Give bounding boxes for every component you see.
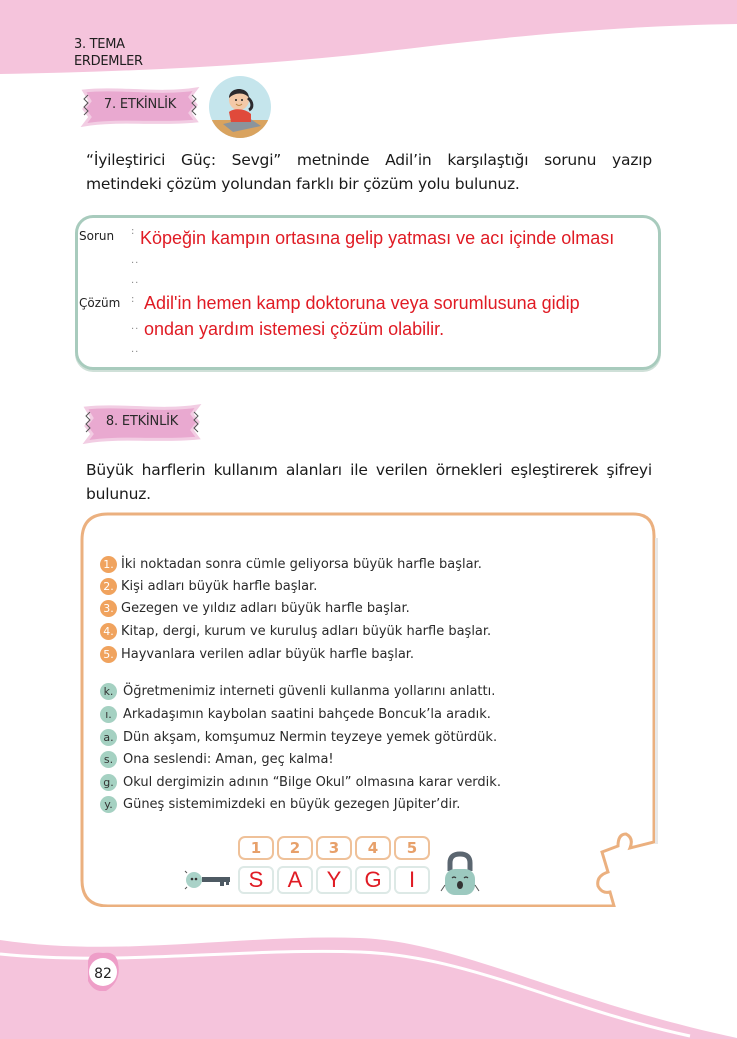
activity7-ribbon — [78, 85, 202, 123]
example-text: Okul dergimizin adının “Bilge Okul” olmasına karar verdik. — [123, 774, 501, 790]
example-item — [100, 748, 334, 770]
theme-heading — [74, 36, 143, 70]
rule-text: Gezegen ve yıldız adları büyük harfle başlar. — [121, 600, 410, 616]
solution-line-dots-3: .. — [131, 344, 140, 355]
rule-item — [100, 575, 317, 597]
example-text: Öğretmenimiz interneti güvenli kullanma yollarını anlattı. — [123, 683, 496, 699]
example-item — [100, 703, 491, 725]
solution-answer-line2[interactable]: ondan yardım istemesi çözüm olabilir. — [144, 319, 445, 339]
solution-label: Çözüm — [79, 296, 121, 310]
activity8-title: 8. ETKİNLİK — [105, 413, 179, 429]
theme-name: ERDEMLER — [74, 54, 143, 69]
activity7-instruction: “İyileştirici Güç: Sevgi” metninde Adil’in karşılaştığı sorunu yazıp metindeki çözüm yolundan farklı bir çözüm yolu bulunuz. — [86, 151, 652, 193]
rule-number-badge: 4. — [100, 623, 117, 640]
example-item — [100, 726, 497, 748]
rule-number-badge: 1. — [100, 556, 117, 573]
example-letter-badge: a. — [100, 729, 117, 746]
solution-answer-line1[interactable]: Adil'in hemen kamp doktoruna veya sorumlusuna gidip — [144, 293, 580, 313]
rule-number-badge: 3. — [100, 600, 117, 617]
rule-number-badge: 5. — [100, 646, 117, 663]
cipher-answer-cell[interactable]: S — [238, 866, 274, 894]
rule-text: Kişi adları büyük harfle başlar. — [121, 578, 318, 594]
example-text: Arkadaşımın kaybolan saatini bahçede Boncuk’la aradık. — [123, 706, 491, 722]
cipher-number-cell: 2 — [277, 836, 313, 860]
rule-item — [100, 620, 491, 642]
example-item — [100, 771, 501, 793]
example-letter-badge: s. — [100, 751, 117, 768]
cipher-number-row — [238, 836, 430, 860]
example-text: Dün akşam, komşumuz Nermin teyzeye yemek götürdük. — [123, 729, 498, 745]
padlock-icon — [440, 851, 480, 899]
example-item — [100, 793, 460, 815]
rule-item — [100, 643, 414, 665]
page-number: 82 — [94, 966, 112, 982]
activity8-ribbon — [80, 402, 204, 440]
cipher-answer-row — [238, 866, 430, 894]
solution-line-dots: : — [131, 294, 136, 305]
cipher-answer-cell[interactable]: A — [277, 866, 313, 894]
solution-line-dots-2: .. — [131, 321, 140, 332]
key-icon — [184, 868, 232, 892]
cipher-number-cell: 3 — [316, 836, 352, 860]
theme-number: 3. TEMA — [74, 37, 125, 52]
example-item — [100, 680, 495, 702]
girl-writing-illustration — [209, 76, 271, 138]
rule-item — [100, 597, 410, 619]
problem-label: Sorun — [79, 229, 115, 243]
problem-line-dots-3: .. — [131, 275, 140, 286]
cipher-answer-cell[interactable]: G — [355, 866, 391, 894]
example-letter-badge: ı. — [100, 706, 117, 723]
activity8-instruction: Büyük harflerin kullanım alanları ile verilen örnekleri eşleştirerek şifreyi bulunuz. — [86, 461, 652, 503]
example-letter-badge: y. — [100, 796, 117, 813]
problem-line-dots: : — [131, 226, 136, 237]
rule-item — [100, 553, 482, 575]
example-text: Ona seslendi: Aman, geç kalma! — [123, 751, 334, 767]
rule-number-badge: 2. — [100, 578, 117, 595]
rule-text: Hayvanlara verilen adlar büyük harfle başlar. — [121, 646, 415, 662]
cipher-number-cell: 5 — [394, 836, 430, 860]
example-text: Güneş sistemimizdeki en büyük gezegen Jüpiter’dir. — [123, 796, 461, 812]
problem-line-dots-2: .. — [131, 255, 140, 266]
activity7-title: 7. ETKİNLİK — [103, 96, 177, 112]
example-letter-badge: k. — [100, 683, 117, 700]
cipher-number-cell: 4 — [355, 836, 391, 860]
cipher-answer-cell[interactable]: Y — [316, 866, 352, 894]
rule-text: İki noktadan sonra cümle geliyorsa büyük harfle başlar. — [121, 556, 482, 572]
cipher-answer-cell[interactable]: I — [394, 866, 430, 894]
example-letter-badge: g. — [100, 774, 117, 791]
cipher-number-cell: 1 — [238, 836, 274, 860]
page-number-badge — [84, 955, 122, 993]
problem-answer[interactable]: Köpeğin kampın ortasına gelip yatması ve acı içinde olması — [140, 228, 615, 248]
rule-text: Kitap, dergi, kurum ve kuruluş adları büyük harfle başlar. — [121, 623, 492, 639]
